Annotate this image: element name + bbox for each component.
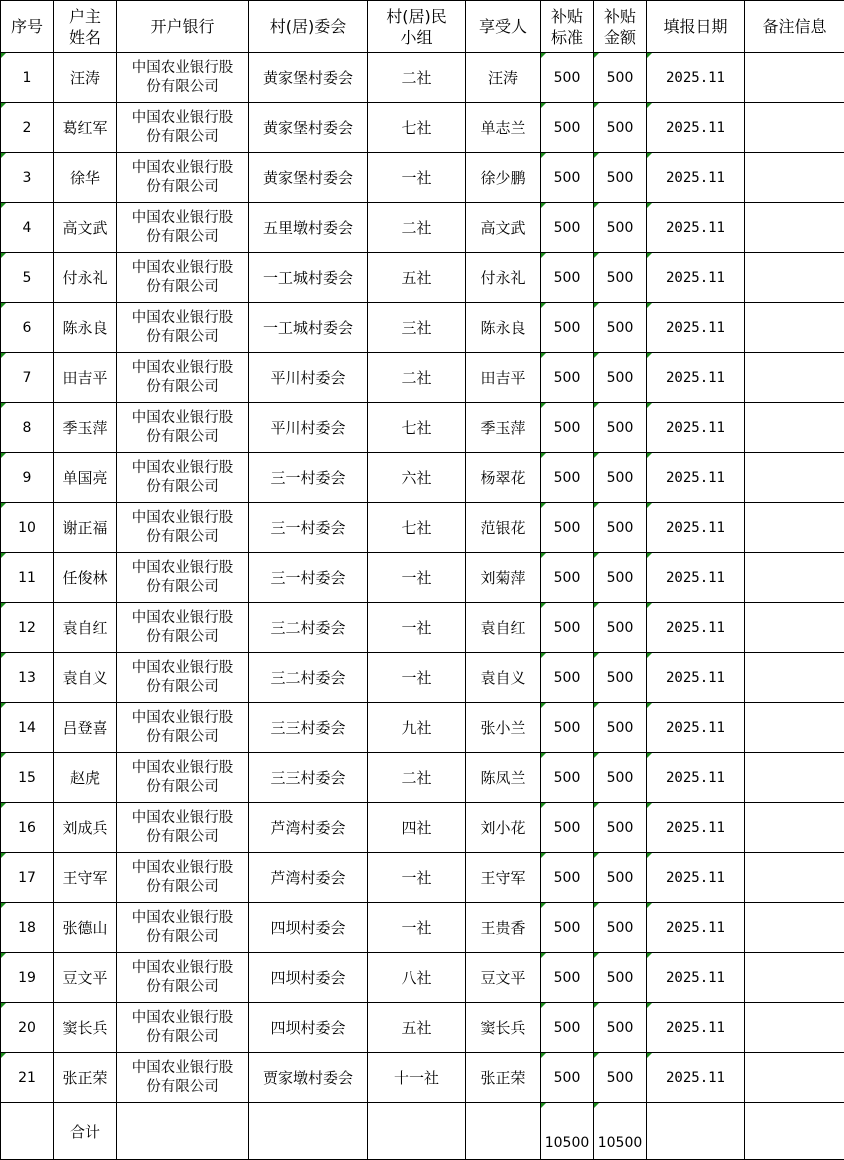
cell-group: 七社	[368, 403, 466, 453]
cell-owner: 刘成兵	[54, 803, 117, 853]
cell-remark	[745, 253, 844, 303]
total-group-cell	[368, 1103, 466, 1160]
cell-index: 3	[1, 153, 54, 203]
cell-amount: 500	[594, 503, 647, 553]
cell-owner: 张德山	[54, 903, 117, 953]
cell-standard: 500	[541, 753, 594, 803]
cell-bank: 中国农业银行股 份有限公司	[117, 303, 249, 353]
cell-owner: 赵虎	[54, 753, 117, 803]
cell-owner: 吕登喜	[54, 703, 117, 753]
cell-group: 一社	[368, 153, 466, 203]
cell-remark	[745, 553, 844, 603]
cell-recipient: 张小兰	[466, 703, 541, 753]
cell-date: 2025.11	[647, 603, 745, 653]
cell-amount: 500	[594, 603, 647, 653]
cell-owner: 谢正福	[54, 503, 117, 553]
cell-group: 二社	[368, 753, 466, 803]
cell-owner: 王守军	[54, 853, 117, 903]
cell-standard: 500	[541, 503, 594, 553]
cell-village: 三一村委会	[249, 503, 368, 553]
cell-standard: 500	[541, 1003, 594, 1053]
header-standard: 补贴 标准	[541, 1, 594, 53]
cell-group: 五社	[368, 1003, 466, 1053]
cell-index: 19	[1, 953, 54, 1003]
cell-bank: 中国农业银行股 份有限公司	[117, 353, 249, 403]
cell-owner: 季玉萍	[54, 403, 117, 453]
cell-group: 七社	[368, 103, 466, 153]
cell-bank: 中国农业银行股 份有限公司	[117, 553, 249, 603]
cell-amount: 500	[594, 453, 647, 503]
cell-index: 21	[1, 1053, 54, 1103]
cell-recipient: 窦长兵	[466, 1003, 541, 1053]
table-row	[1, 353, 844, 403]
cell-standard: 500	[541, 903, 594, 953]
cell-standard: 500	[541, 103, 594, 153]
cell-date: 2025.11	[647, 1003, 745, 1053]
table-row	[1, 1003, 844, 1053]
cell-index: 16	[1, 803, 54, 853]
cell-remark	[745, 603, 844, 653]
cell-recipient: 徐少鹏	[466, 153, 541, 203]
total-village-cell	[249, 1103, 368, 1160]
cell-standard: 500	[541, 803, 594, 853]
cell-owner: 徐华	[54, 153, 117, 203]
cell-remark	[745, 953, 844, 1003]
cell-index: 11	[1, 553, 54, 603]
cell-index: 12	[1, 603, 54, 653]
cell-recipient: 袁自义	[466, 653, 541, 703]
cell-recipient: 豆文平	[466, 953, 541, 1003]
cell-owner: 单国亮	[54, 453, 117, 503]
cell-amount: 500	[594, 553, 647, 603]
cell-village: 黄家堡村委会	[249, 53, 368, 103]
cell-date: 2025.11	[647, 953, 745, 1003]
cell-group: 一社	[368, 653, 466, 703]
cell-owner: 汪涛	[54, 53, 117, 103]
cell-amount: 500	[594, 953, 647, 1003]
table-row	[1, 103, 844, 153]
cell-standard: 500	[541, 203, 594, 253]
cell-amount: 500	[594, 803, 647, 853]
cell-recipient: 范银花	[466, 503, 541, 553]
cell-recipient: 刘菊萍	[466, 553, 541, 603]
cell-group: 二社	[368, 203, 466, 253]
cell-owner: 高文武	[54, 203, 117, 253]
cell-recipient: 田吉平	[466, 353, 541, 403]
cell-date: 2025.11	[647, 53, 745, 103]
cell-village: 三三村委会	[249, 753, 368, 803]
cell-bank: 中国农业银行股 份有限公司	[117, 753, 249, 803]
cell-remark	[745, 453, 844, 503]
cell-amount: 500	[594, 353, 647, 403]
cell-owner: 任俊林	[54, 553, 117, 603]
cell-amount: 500	[594, 1003, 647, 1053]
cell-amount: 500	[594, 1053, 647, 1103]
cell-date: 2025.11	[647, 153, 745, 203]
cell-recipient: 袁自红	[466, 603, 541, 653]
total-amount: 10500	[594, 1103, 647, 1160]
table-row	[1, 303, 844, 353]
cell-bank: 中国农业银行股 份有限公司	[117, 1053, 249, 1103]
header-village: 村(居)委会	[249, 1, 368, 53]
table-row	[1, 903, 844, 953]
header-date: 填报日期	[647, 1, 745, 53]
cell-date: 2025.11	[647, 503, 745, 553]
cell-index: 17	[1, 853, 54, 903]
cell-standard: 500	[541, 253, 594, 303]
cell-bank: 中国农业银行股 份有限公司	[117, 1003, 249, 1053]
cell-village: 三一村委会	[249, 553, 368, 603]
cell-index: 6	[1, 303, 54, 353]
table-row	[1, 53, 844, 103]
cell-standard: 500	[541, 603, 594, 653]
cell-amount: 500	[594, 253, 647, 303]
cell-recipient: 刘小花	[466, 803, 541, 853]
cell-remark	[745, 503, 844, 553]
cell-village: 四坝村委会	[249, 1003, 368, 1053]
cell-village: 三二村委会	[249, 603, 368, 653]
cell-group: 一社	[368, 553, 466, 603]
cell-group: 八社	[368, 953, 466, 1003]
cell-bank: 中国农业银行股 份有限公司	[117, 853, 249, 903]
cell-amount: 500	[594, 103, 647, 153]
cell-index: 18	[1, 903, 54, 953]
cell-standard: 500	[541, 453, 594, 503]
cell-group: 二社	[368, 53, 466, 103]
cell-village: 平川村委会	[249, 403, 368, 453]
cell-group: 一社	[368, 853, 466, 903]
cell-date: 2025.11	[647, 403, 745, 453]
cell-date: 2025.11	[647, 753, 745, 803]
cell-group: 一社	[368, 603, 466, 653]
cell-village: 芦湾村委会	[249, 803, 368, 853]
cell-recipient: 王守军	[466, 853, 541, 903]
cell-index: 10	[1, 503, 54, 553]
cell-village: 三二村委会	[249, 653, 368, 703]
cell-recipient: 陈永良	[466, 303, 541, 353]
cell-bank: 中国农业银行股 份有限公司	[117, 103, 249, 153]
cell-standard: 500	[541, 1053, 594, 1103]
cell-remark	[745, 853, 844, 903]
cell-date: 2025.11	[647, 903, 745, 953]
table-row	[1, 703, 844, 753]
cell-date: 2025.11	[647, 303, 745, 353]
cell-remark	[745, 153, 844, 203]
cell-amount: 500	[594, 203, 647, 253]
table-row	[1, 603, 844, 653]
header-group: 村(居)民 小组	[368, 1, 466, 53]
cell-date: 2025.11	[647, 553, 745, 603]
table-row	[1, 653, 844, 703]
cell-bank: 中国农业银行股 份有限公司	[117, 203, 249, 253]
cell-group: 三社	[368, 303, 466, 353]
cell-village: 芦湾村委会	[249, 853, 368, 903]
cell-owner: 付永礼	[54, 253, 117, 303]
cell-recipient: 付永礼	[466, 253, 541, 303]
cell-remark	[745, 753, 844, 803]
cell-owner: 豆文平	[54, 953, 117, 1003]
cell-amount: 500	[594, 53, 647, 103]
cell-remark	[745, 803, 844, 853]
cell-remark	[745, 1053, 844, 1103]
cell-recipient: 王贵香	[466, 903, 541, 953]
header-owner: 户主 姓名	[54, 1, 117, 53]
cell-date: 2025.11	[647, 203, 745, 253]
cell-amount: 500	[594, 653, 647, 703]
cell-owner: 袁自红	[54, 603, 117, 653]
table-row	[1, 203, 844, 253]
cell-village: 一工城村委会	[249, 303, 368, 353]
cell-village: 三三村委会	[249, 703, 368, 753]
cell-recipient: 高文武	[466, 203, 541, 253]
cell-bank: 中国农业银行股 份有限公司	[117, 953, 249, 1003]
cell-bank: 中国农业银行股 份有限公司	[117, 253, 249, 303]
total-row	[1, 1103, 844, 1160]
cell-bank: 中国农业银行股 份有限公司	[117, 603, 249, 653]
cell-group: 四社	[368, 803, 466, 853]
cell-owner: 陈永良	[54, 303, 117, 353]
cell-remark	[745, 653, 844, 703]
cell-amount: 500	[594, 303, 647, 353]
cell-date: 2025.11	[647, 703, 745, 753]
cell-remark	[745, 103, 844, 153]
cell-date: 2025.11	[647, 103, 745, 153]
cell-amount: 500	[594, 753, 647, 803]
cell-village: 平川村委会	[249, 353, 368, 403]
cell-standard: 500	[541, 153, 594, 203]
table-row	[1, 453, 844, 503]
cell-owner: 张正荣	[54, 1053, 117, 1103]
cell-standard: 500	[541, 703, 594, 753]
table-row	[1, 753, 844, 803]
cell-remark	[745, 703, 844, 753]
header-remark: 备注信息	[745, 1, 844, 53]
cell-group: 一社	[368, 903, 466, 953]
cell-group: 七社	[368, 503, 466, 553]
cell-standard: 500	[541, 853, 594, 903]
cell-remark	[745, 403, 844, 453]
cell-remark	[745, 353, 844, 403]
cell-index: 13	[1, 653, 54, 703]
cell-bank: 中国农业银行股 份有限公司	[117, 703, 249, 753]
cell-date: 2025.11	[647, 1053, 745, 1103]
cell-standard: 500	[541, 353, 594, 403]
cell-group: 十一社	[368, 1053, 466, 1103]
cell-standard: 500	[541, 53, 594, 103]
cell-index: 2	[1, 103, 54, 153]
cell-amount: 500	[594, 703, 647, 753]
cell-bank: 中国农业银行股 份有限公司	[117, 653, 249, 703]
cell-remark	[745, 303, 844, 353]
cell-bank: 中国农业银行股 份有限公司	[117, 153, 249, 203]
table-row	[1, 403, 844, 453]
table-row	[1, 803, 844, 853]
cell-index: 20	[1, 1003, 54, 1053]
cell-recipient: 张正荣	[466, 1053, 541, 1103]
cell-remark	[745, 203, 844, 253]
cell-date: 2025.11	[647, 453, 745, 503]
cell-date: 2025.11	[647, 653, 745, 703]
cell-recipient: 汪涛	[466, 53, 541, 103]
cell-index: 1	[1, 53, 54, 103]
total-recipient-cell	[466, 1103, 541, 1160]
cell-date: 2025.11	[647, 853, 745, 903]
cell-bank: 中国农业银行股 份有限公司	[117, 453, 249, 503]
table-row	[1, 953, 844, 1003]
cell-village: 四坝村委会	[249, 953, 368, 1003]
total-label: 合计	[54, 1103, 117, 1160]
header-index: 序号	[1, 1, 54, 53]
cell-recipient: 季玉萍	[466, 403, 541, 453]
cell-standard: 500	[541, 653, 594, 703]
cell-index: 7	[1, 353, 54, 403]
cell-group: 五社	[368, 253, 466, 303]
total-bank-cell	[117, 1103, 249, 1160]
cell-remark	[745, 53, 844, 103]
cell-date: 2025.11	[647, 803, 745, 853]
cell-village: 五里墩村委会	[249, 203, 368, 253]
cell-remark	[745, 1003, 844, 1053]
cell-index: 15	[1, 753, 54, 803]
cell-owner: 袁自义	[54, 653, 117, 703]
cell-village: 黄家堡村委会	[249, 103, 368, 153]
cell-group: 六社	[368, 453, 466, 503]
cell-village: 一工城村委会	[249, 253, 368, 303]
cell-owner: 窦长兵	[54, 1003, 117, 1053]
cell-recipient: 单志兰	[466, 103, 541, 153]
table-body	[1, 53, 844, 1103]
cell-amount: 500	[594, 403, 647, 453]
cell-bank: 中国农业银行股 份有限公司	[117, 403, 249, 453]
header-bank: 开户银行	[117, 1, 249, 53]
table-row	[1, 853, 844, 903]
header-recipient: 享受人	[466, 1, 541, 53]
cell-index: 14	[1, 703, 54, 753]
table-row	[1, 553, 844, 603]
table-row	[1, 503, 844, 553]
cell-date: 2025.11	[647, 253, 745, 303]
total-remark-cell	[745, 1103, 844, 1160]
cell-index: 4	[1, 203, 54, 253]
cell-bank: 中国农业银行股 份有限公司	[117, 503, 249, 553]
table-row	[1, 153, 844, 203]
cell-bank: 中国农业银行股 份有限公司	[117, 903, 249, 953]
cell-index: 9	[1, 453, 54, 503]
cell-recipient: 陈凤兰	[466, 753, 541, 803]
cell-group: 二社	[368, 353, 466, 403]
cell-amount: 500	[594, 853, 647, 903]
cell-group: 九社	[368, 703, 466, 753]
cell-recipient: 杨翠花	[466, 453, 541, 503]
total-standard: 10500	[541, 1103, 594, 1160]
cell-standard: 500	[541, 553, 594, 603]
cell-village: 三一村委会	[249, 453, 368, 503]
cell-village: 贾家墩村委会	[249, 1053, 368, 1103]
cell-village: 四坝村委会	[249, 903, 368, 953]
table-row	[1, 1053, 844, 1103]
header-amount: 补贴 金额	[594, 1, 647, 53]
table-row	[1, 253, 844, 303]
total-date-cell	[647, 1103, 745, 1160]
cell-index: 5	[1, 253, 54, 303]
cell-bank: 中国农业银行股 份有限公司	[117, 53, 249, 103]
cell-amount: 500	[594, 153, 647, 203]
cell-bank: 中国农业银行股 份有限公司	[117, 803, 249, 853]
cell-amount: 500	[594, 903, 647, 953]
total-index-cell	[1, 1103, 54, 1160]
cell-village: 黄家堡村委会	[249, 153, 368, 203]
cell-standard: 500	[541, 953, 594, 1003]
cell-standard: 500	[541, 403, 594, 453]
cell-owner: 葛红军	[54, 103, 117, 153]
cell-index: 8	[1, 403, 54, 453]
cell-remark	[745, 903, 844, 953]
header-row	[1, 1, 844, 53]
cell-owner: 田吉平	[54, 353, 117, 403]
cell-standard: 500	[541, 303, 594, 353]
cell-date: 2025.11	[647, 353, 745, 403]
